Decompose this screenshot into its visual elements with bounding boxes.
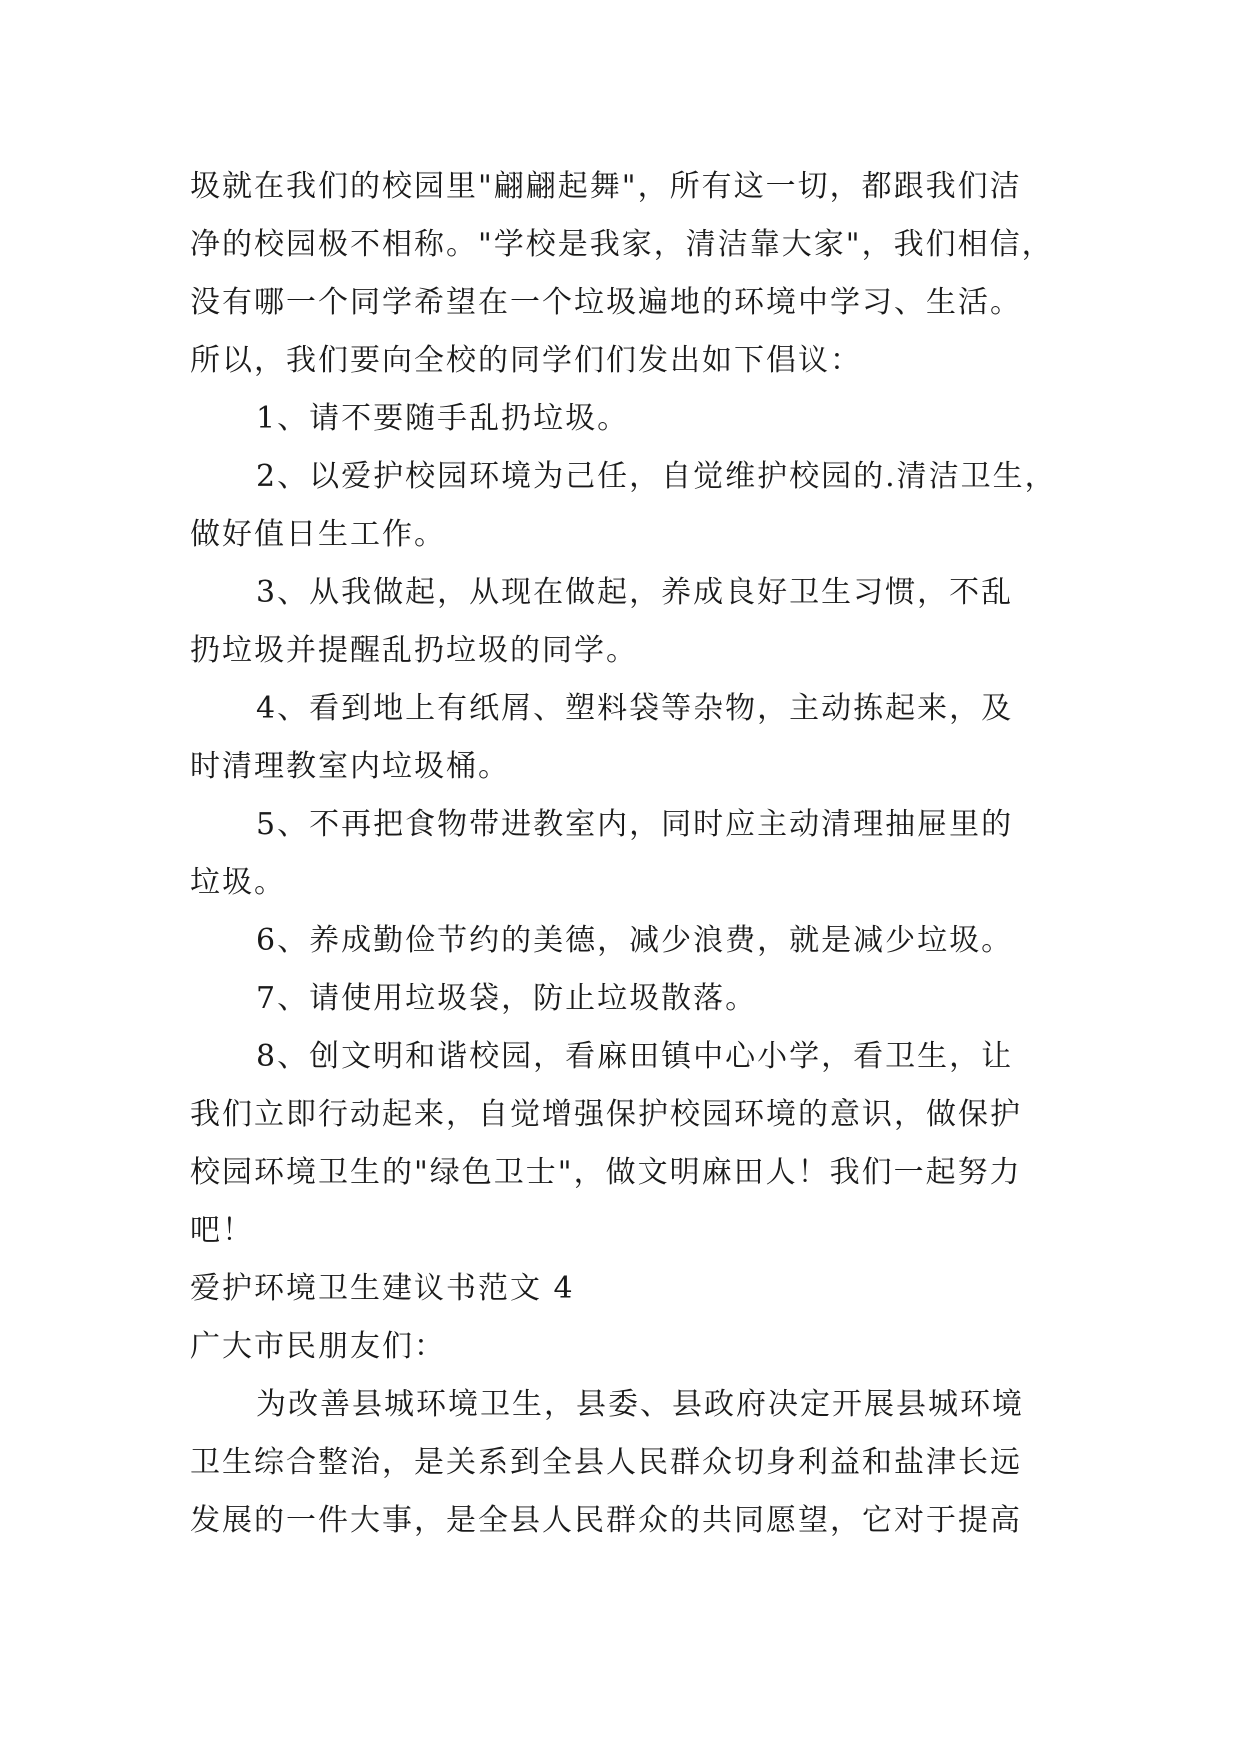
text-line: 吧！	[190, 1213, 254, 1248]
text-line: 扔垃圾并提醒乱扔垃圾的同学。	[190, 633, 638, 668]
list-item-7: 7、请使用垃圾袋，防止垃圾散落。	[256, 981, 758, 1016]
list-item-6: 6、养成勤俭节约的美德，减少浪费，就是减少垃圾。	[256, 923, 1014, 958]
text-line: 做好值日生工作。	[190, 517, 446, 552]
paragraph-start: 为改善县城环境卫生，县委、县政府决定开展县城环境	[256, 1387, 1024, 1422]
list-item-4: 4、看到地上有纸屑、塑料袋等杂物，主动拣起来，及	[256, 691, 1014, 726]
list-item-1: 1、请不要随手乱扔垃圾。	[256, 401, 630, 436]
list-item-8: 8、创文明和谐校园，看麻田镇中心小学，看卫生，让	[256, 1039, 1014, 1074]
text-line: 发展的一件大事，是全县人民群众的共同愿望，它对于提高	[190, 1503, 1022, 1538]
document-body	[190, 158, 1070, 1550]
text-line: 时清理教室内垃圾桶。	[190, 749, 510, 784]
text-line: 卫生综合整治，是关系到全县人民群众切身利益和盐津长远	[190, 1445, 1022, 1480]
text-line: 校园环境卫生的"绿色卫士"，做文明麻田人！我们一起努力	[190, 1155, 1022, 1190]
text-line: 圾就在我们的校园里"翩翩起舞"，所有这一切，都跟我们洁	[190, 169, 1022, 204]
text-line: 净的校园极不相称。"学校是我家，清洁靠大家"，我们相信，	[190, 227, 1054, 262]
text-line: 所以，我们要向全校的同学们们发出如下倡议：	[190, 343, 862, 378]
text-line: 我们立即行动起来，自觉增强保护校园环境的意识，做保护	[190, 1097, 1022, 1132]
list-item-2: 2、以爱护校园环境为己任，自觉维护校园的.清洁卫生，	[256, 459, 1057, 494]
text-line: 垃圾。	[190, 865, 286, 900]
salutation: 广大市民朋友们：	[190, 1329, 446, 1364]
section-heading: 爱护环境卫生建议书范文 4	[190, 1271, 575, 1306]
list-item-3: 3、从我做起，从现在做起，养成良好卫生习惯，不乱	[256, 575, 1014, 610]
text-line: 没有哪一个同学希望在一个垃圾遍地的环境中学习、生活。	[190, 285, 1022, 320]
list-item-5: 5、不再把食物带进教室内，同时应主动清理抽屉里的	[256, 807, 1014, 842]
